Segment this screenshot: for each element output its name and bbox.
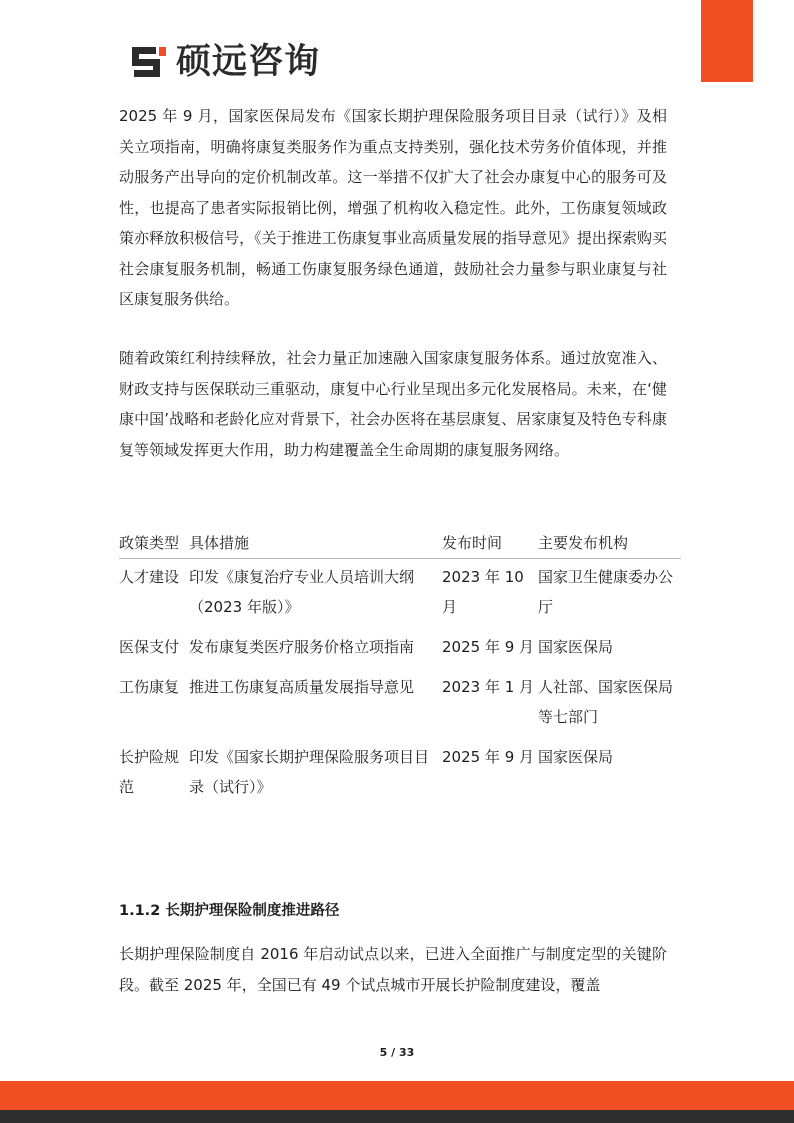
- policy-table: [119, 528, 681, 809]
- logo-mark-icon: [130, 45, 168, 79]
- table-cell: 国家医保局: [538, 638, 614, 656]
- table-cell: 人社部、国家医保局等七部门: [538, 678, 674, 726]
- page-number: 5 / 33: [379, 1046, 415, 1059]
- table-cell: 2023 年 10 月: [442, 568, 524, 616]
- table-cell: 长护险规范: [119, 748, 180, 796]
- table-row: [119, 739, 681, 809]
- footer-dark-strip: [0, 1110, 794, 1123]
- table-cell: 印发《国家长期护理保险服务项目目录（试行）》: [189, 748, 430, 796]
- body-paragraph-ltc-insurance: 长期护理保险制度自 2016 年启动试点以来，已进入全面推广与制度定型的关键阶段。截至 2025 年，全国已有 49 个试点城市开展长护险制度建设，覆盖: [119, 945, 667, 994]
- table-cell: 2023 年 1 月: [442, 678, 535, 696]
- table-row: [119, 669, 681, 739]
- body-paragraph-policy-catalog: 2025 年 9 月，国家医保局发布《国家长期护理保险服务项目目录（试行）》及相关立项指南，明确将康复类服务作为重点支持类别，强化技术劳务价值体现，并推动服务产出导向的定价机制改革。这一举措不仅扩大了社会办康复中心的服务可及性，也提高了患者实际报销比例，增强了机构收入稳定性。此外，工伤康复领域政策亦释放积极信号，《关于推进工伤康复事业高质量发展的指导意见》提出探索购买社会康复服务机制，畅通工伤康复服务绿色通道，鼓励社会力量参与职业康复与社区康复服务供给。: [119, 107, 667, 308]
- company-logo: [130, 42, 320, 82]
- table-cell: 发布康复类医疗服务价格立项指南: [189, 638, 415, 656]
- logo-text: 硕远咨询: [176, 42, 321, 82]
- body-paragraph-social-forces: 随着政策红利持续释放，社会力量正加速融入国家康复服务体系。通过放宽准入、财政支持与医保联动三重驱动，康复中心行业呈现出多元化发展格局。未来，在‘健康中国’战略和老龄化应对背景下，社会办医将在基层康复、居家康复及特色专科康复等领域发挥更大作用，助力构建覆盖全生命周期的康复服务网络。: [119, 349, 667, 459]
- footer-brand-bar: [0, 1081, 794, 1110]
- table-header-cell: 政策类型: [119, 534, 180, 552]
- table-header-cell: 发布时间: [442, 534, 503, 552]
- table-header-cell: 主要发布机构: [538, 534, 629, 552]
- table-cell: 国家卫生健康委办公厅: [538, 568, 674, 616]
- table-cell: 推进工伤康复高质量发展指导意见: [189, 678, 415, 696]
- table-cell: 印发《康复治疗专业人员培训大纲（2023 年版）》: [189, 568, 415, 616]
- table-cell: 工伤康复: [119, 678, 180, 696]
- table-cell: 人才建设: [119, 568, 180, 586]
- corner-brand-tab: [701, 0, 753, 82]
- table-row: [119, 559, 681, 629]
- table-cell: 2025 年 9 月: [442, 748, 535, 766]
- table-header-cell: 具体措施: [189, 534, 250, 552]
- table-row: [119, 629, 681, 669]
- table-cell: 2025 年 9 月: [442, 638, 535, 656]
- table-cell: 医保支付: [119, 638, 180, 656]
- section-heading: 1.1.2 长期护理保险制度推进路径: [119, 903, 340, 919]
- table-header-row: [119, 528, 681, 559]
- table-cell: 国家医保局: [538, 748, 614, 766]
